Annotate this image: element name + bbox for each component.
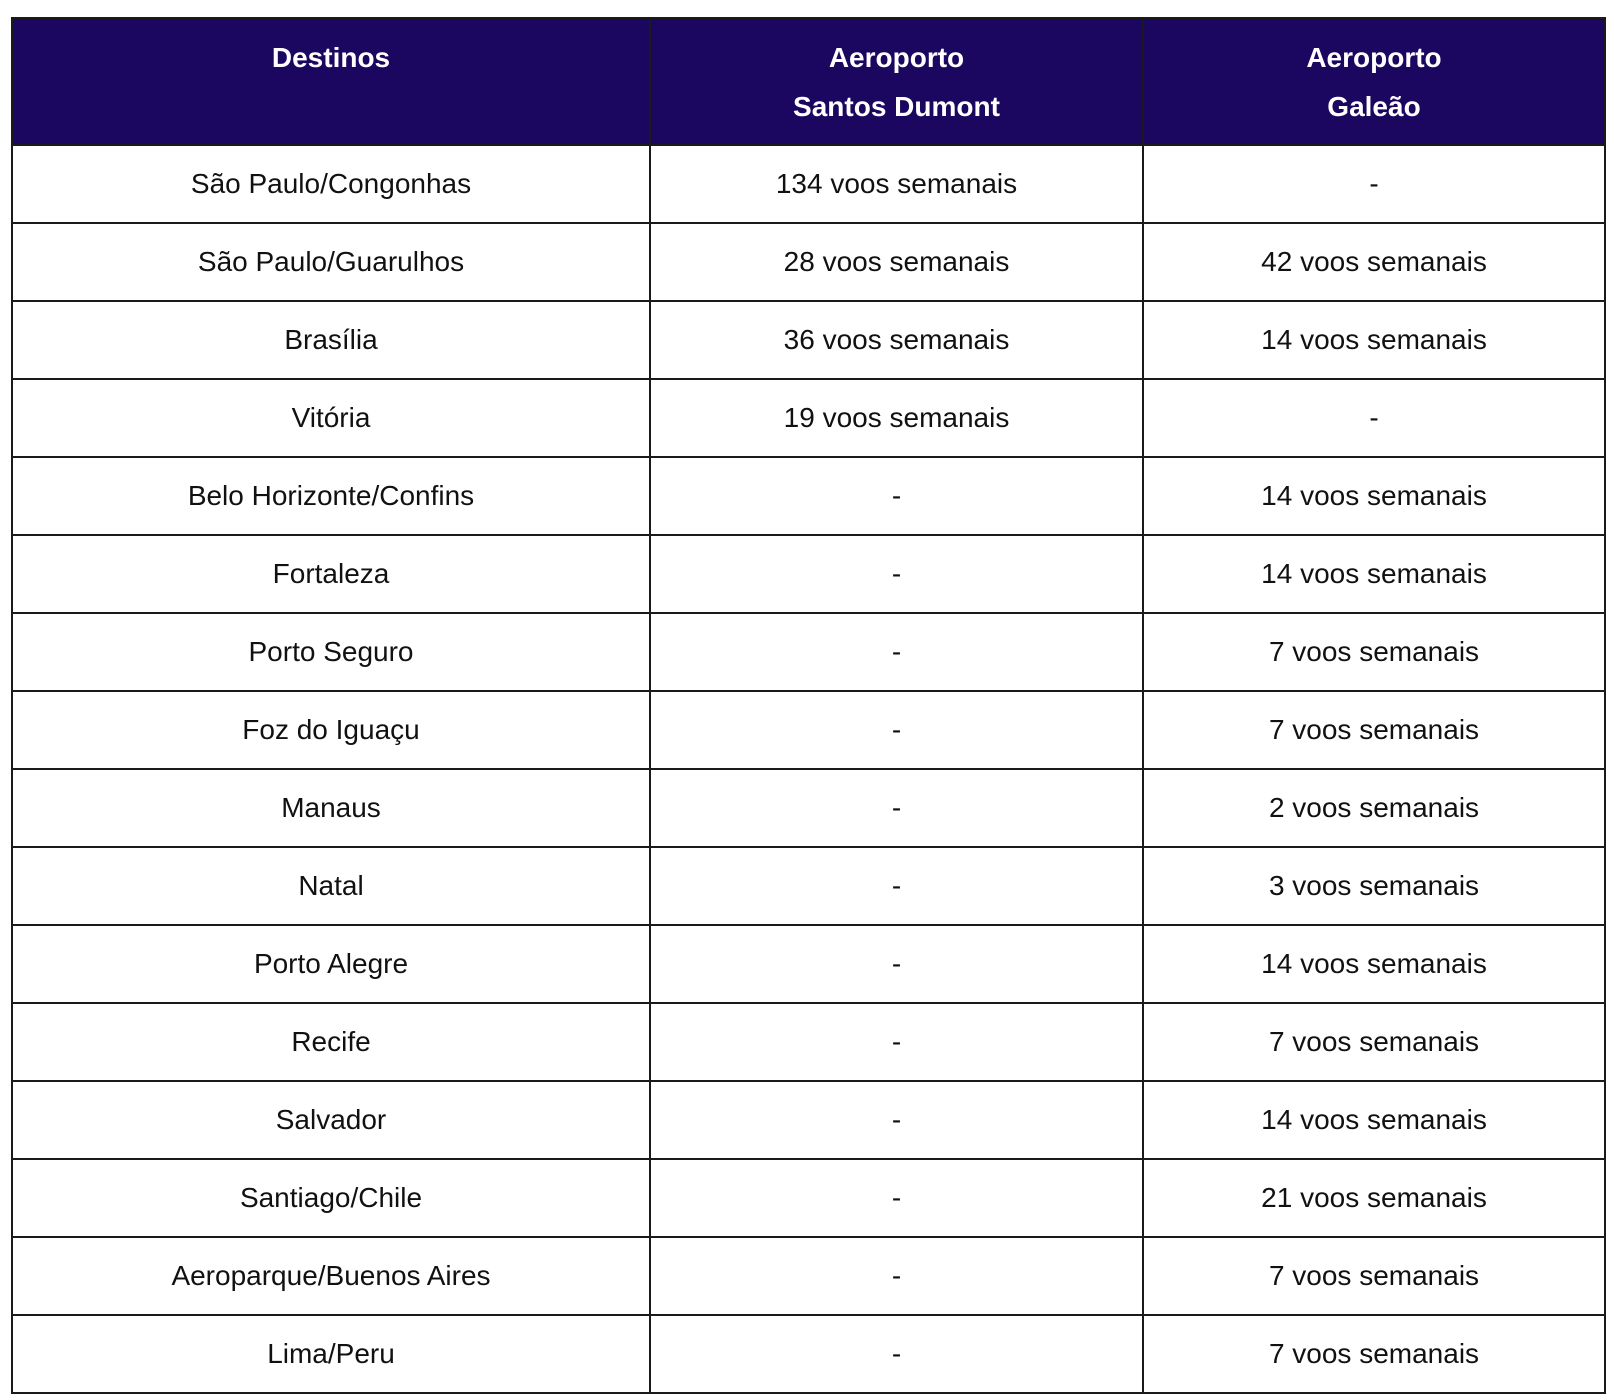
galeao-cell: 7 voos semanais [1143,691,1605,769]
santos-dumont-cell: - [650,457,1143,535]
santos-dumont-cell: - [650,1159,1143,1237]
santos-dumont-cell: - [650,1081,1143,1159]
destino-cell: Foz do Iguaçu [12,691,650,769]
santos-dumont-cell: - [650,1315,1143,1393]
galeao-cell: 7 voos semanais [1143,1237,1605,1315]
header-santos-dumont-line-1: Aeroporto [828,42,965,73]
table-row [12,613,1605,691]
galeao-cell: 7 voos semanais [1143,1003,1605,1081]
destino-cell: Recife [12,1003,650,1081]
santos-dumont-cell: - [650,535,1143,613]
header-destinos [12,18,650,145]
header-santos-dumont [650,18,1143,145]
table-row [12,1237,1605,1315]
destino-cell: Vitória [12,379,650,457]
santos-dumont-cell: 19 voos semanais [650,379,1143,457]
destino-cell: São Paulo/Congonhas [12,145,650,223]
flights-table [11,17,1606,1394]
galeao-cell: - [1143,145,1605,223]
santos-dumont-cell: - [650,691,1143,769]
table-row [12,769,1605,847]
santos-dumont-cell: - [650,1237,1143,1315]
galeao-cell: 42 voos semanais [1143,223,1605,301]
header-galeao [1143,18,1605,145]
table-row [12,145,1605,223]
santos-dumont-cell: 28 voos semanais [650,223,1143,301]
table-row [12,1315,1605,1393]
header-galeao-line-2: Galeão [1327,91,1421,122]
galeao-cell: 14 voos semanais [1143,925,1605,1003]
galeao-cell: 14 voos semanais [1143,1081,1605,1159]
galeao-cell: 7 voos semanais [1143,613,1605,691]
destino-cell: Santiago/Chile [12,1159,650,1237]
destino-cell: Aeroparque/Buenos Aires [12,1237,650,1315]
santos-dumont-cell: - [650,925,1143,1003]
table-row [12,457,1605,535]
santos-dumont-cell: - [650,847,1143,925]
header-galeao-line-1: Aeroporto [1306,42,1442,73]
header-row [12,18,1605,145]
galeao-cell: 14 voos semanais [1143,457,1605,535]
destino-cell: Lima/Peru [12,1315,650,1393]
destino-cell: Porto Alegre [12,925,650,1003]
destino-cell: Natal [12,847,650,925]
destino-cell: Manaus [12,769,650,847]
santos-dumont-cell: 134 voos semanais [650,145,1143,223]
header-destinos-line-1: Destinos [271,42,391,73]
table-row [12,1081,1605,1159]
galeao-cell: 7 voos semanais [1143,1315,1605,1393]
table-header [12,18,1605,145]
table-body [12,145,1605,1393]
table-row [12,535,1605,613]
santos-dumont-cell: - [650,769,1143,847]
table-row [12,1159,1605,1237]
header-santos-dumont-line-2: Santos Dumont [793,91,1000,122]
santos-dumont-cell: - [650,613,1143,691]
galeao-cell: 21 voos semanais [1143,1159,1605,1237]
table-row [12,691,1605,769]
table-row [12,847,1605,925]
table-row [12,1003,1605,1081]
table-row [12,925,1605,1003]
destino-cell: Fortaleza [12,535,650,613]
santos-dumont-cell: - [650,1003,1143,1081]
destino-cell: Belo Horizonte/Confins [12,457,650,535]
galeao-cell: - [1143,379,1605,457]
galeao-cell: 14 voos semanais [1143,301,1605,379]
destino-cell: Brasília [12,301,650,379]
destino-cell: Porto Seguro [12,613,650,691]
galeao-cell: 2 voos semanais [1143,769,1605,847]
galeao-cell: 3 voos semanais [1143,847,1605,925]
table-row [12,223,1605,301]
destino-cell: Salvador [12,1081,650,1159]
table-row [12,379,1605,457]
santos-dumont-cell: 36 voos semanais [650,301,1143,379]
galeao-cell: 14 voos semanais [1143,535,1605,613]
table-row [12,301,1605,379]
destino-cell: São Paulo/Guarulhos [12,223,650,301]
